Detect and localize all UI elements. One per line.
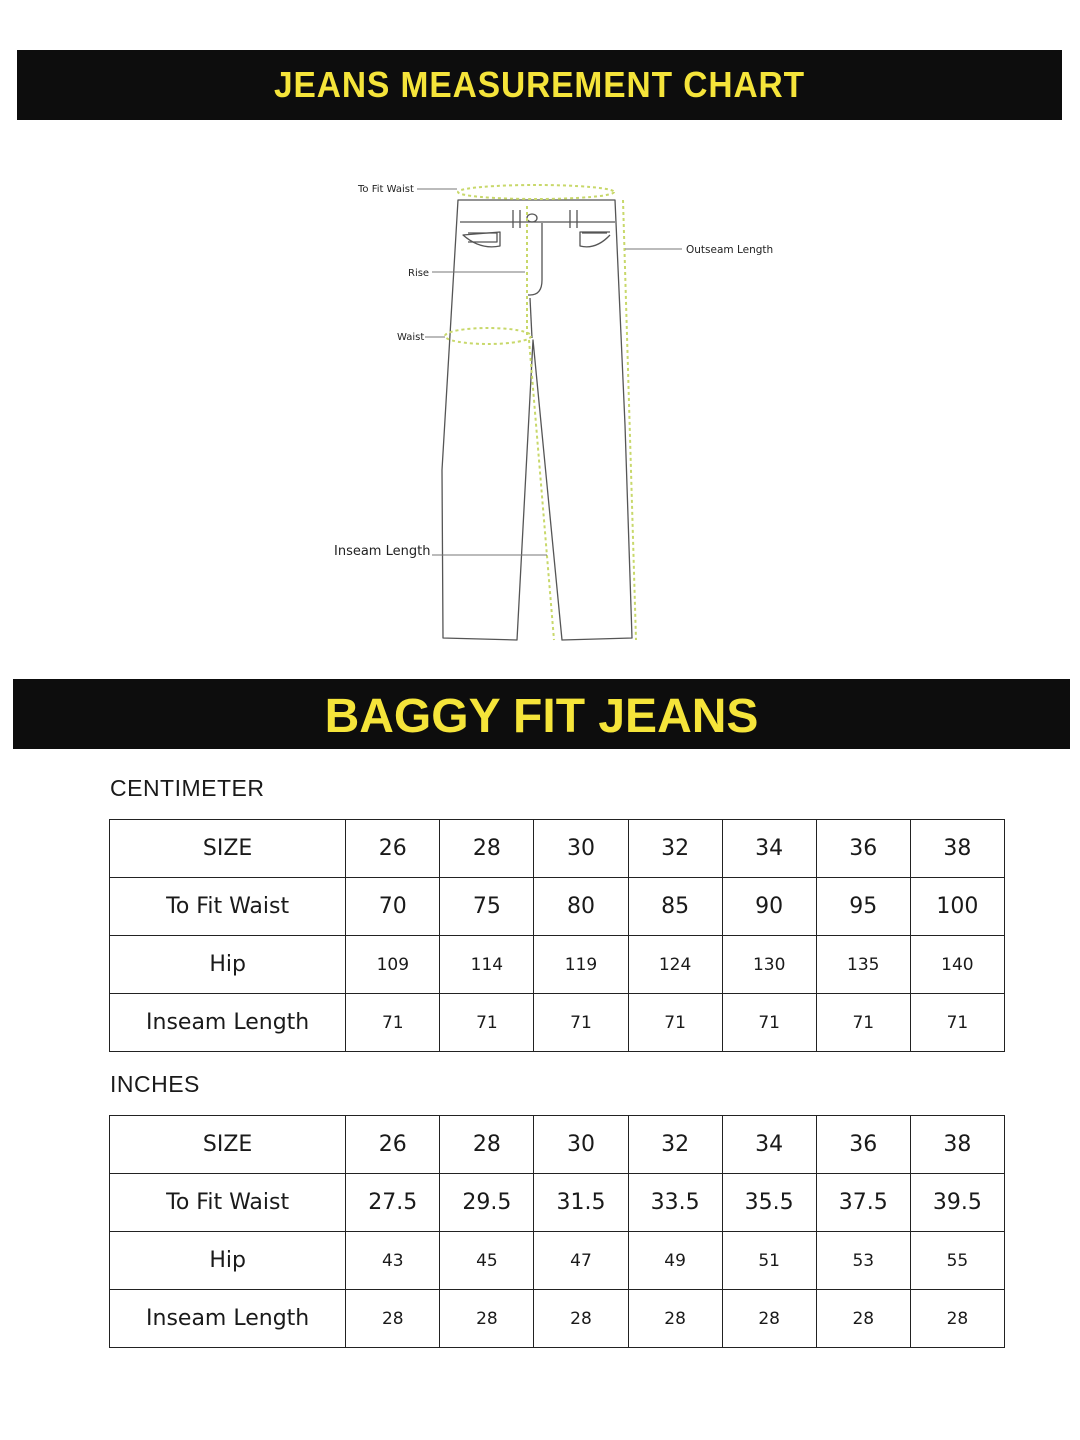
- jeans-illustration: [320, 170, 790, 650]
- table-cell: 28: [440, 820, 534, 878]
- row-label: Inseam Length: [110, 1290, 346, 1348]
- table-cell: 71: [816, 994, 910, 1052]
- table-cell: 124: [628, 936, 722, 994]
- table-cell: 28: [628, 1290, 722, 1348]
- table-cell: 80: [534, 878, 628, 936]
- table-cell: 28: [346, 1290, 440, 1348]
- table-row: [110, 936, 1005, 994]
- table-row: [110, 1116, 1005, 1174]
- table-cell: 38: [910, 820, 1004, 878]
- table-cell: 49: [628, 1232, 722, 1290]
- label-waist: Waist: [397, 332, 425, 343]
- table-cell: 100: [910, 878, 1004, 936]
- label-rise: Rise: [408, 268, 430, 279]
- table-cell: 130: [722, 936, 816, 994]
- page-title: JEANS MEASUREMENT CHART: [273, 64, 806, 105]
- table-cell: 71: [910, 994, 1004, 1052]
- table-row: [110, 1174, 1005, 1232]
- table-row: [110, 878, 1005, 936]
- table-cell: 34: [722, 820, 816, 878]
- centimeter-label: CENTIMETER: [110, 775, 265, 801]
- table-cell: 71: [534, 994, 628, 1052]
- table-cell: 31.5: [534, 1174, 628, 1232]
- table-cell: 27.5: [346, 1174, 440, 1232]
- label-inseam-length: Inseam Length: [334, 544, 431, 559]
- jeans-diagram: [320, 170, 790, 650]
- table-row: [110, 1290, 1005, 1348]
- inches-size-table: [109, 1115, 1005, 1348]
- table-cell: 51: [722, 1232, 816, 1290]
- table-row: [110, 994, 1005, 1052]
- table-cell: 53: [816, 1232, 910, 1290]
- table-cell: 28: [910, 1290, 1004, 1348]
- table-cell: 28: [722, 1290, 816, 1348]
- table-row: [110, 820, 1005, 878]
- table-cell: 33.5: [628, 1174, 722, 1232]
- table-cell: 90: [722, 878, 816, 936]
- table-cell: 28: [440, 1290, 534, 1348]
- table-cell: 71: [440, 994, 534, 1052]
- table-cell: 95: [816, 878, 910, 936]
- table-row: [110, 1232, 1005, 1290]
- table-cell: 47: [534, 1232, 628, 1290]
- table-cell: 28: [816, 1290, 910, 1348]
- table-cell: 38: [910, 1116, 1004, 1174]
- table-cell: 32: [628, 820, 722, 878]
- table-cell: 30: [534, 820, 628, 878]
- row-label: SIZE: [110, 1116, 346, 1174]
- table-cell: 119: [534, 936, 628, 994]
- table-cell: 35.5: [722, 1174, 816, 1232]
- table-cell: 75: [440, 878, 534, 936]
- inches-label: INCHES: [110, 1071, 200, 1097]
- row-label: Inseam Length: [110, 994, 346, 1052]
- table-cell: 30: [534, 1116, 628, 1174]
- table-cell: 109: [346, 936, 440, 994]
- row-label: Hip: [110, 936, 346, 994]
- table-cell: 140: [910, 936, 1004, 994]
- header-banner: [17, 50, 1062, 120]
- table-cell: 114: [440, 936, 534, 994]
- table-cell: 70: [346, 878, 440, 936]
- row-label: SIZE: [110, 820, 346, 878]
- centimeter-size-table: [109, 819, 1005, 1052]
- table-cell: 43: [346, 1232, 440, 1290]
- label-to-fit-waist: To Fit Waist: [358, 184, 414, 195]
- table-cell: 71: [722, 994, 816, 1052]
- table-cell: 85: [628, 878, 722, 936]
- table-cell: 71: [346, 994, 440, 1052]
- label-outseam-length: Outseam Length: [686, 244, 774, 256]
- row-label: Hip: [110, 1232, 346, 1290]
- table-cell: 45: [440, 1232, 534, 1290]
- table-cell: 26: [346, 820, 440, 878]
- row-label: To Fit Waist: [110, 1174, 346, 1232]
- table-cell: 36: [816, 1116, 910, 1174]
- table-cell: 39.5: [910, 1174, 1004, 1232]
- table-cell: 37.5: [816, 1174, 910, 1232]
- table-cell: 28: [534, 1290, 628, 1348]
- section-title: BAGGY FIT JEANS: [324, 689, 759, 743]
- table-cell: 135: [816, 936, 910, 994]
- row-label: To Fit Waist: [110, 878, 346, 936]
- table-cell: 26: [346, 1116, 440, 1174]
- table-cell: 36: [816, 820, 910, 878]
- table-cell: 29.5: [440, 1174, 534, 1232]
- table-cell: 71: [628, 994, 722, 1052]
- table-cell: 34: [722, 1116, 816, 1174]
- section-banner: [13, 679, 1070, 749]
- table-cell: 55: [910, 1232, 1004, 1290]
- table-cell: 32: [628, 1116, 722, 1174]
- table-cell: 28: [440, 1116, 534, 1174]
